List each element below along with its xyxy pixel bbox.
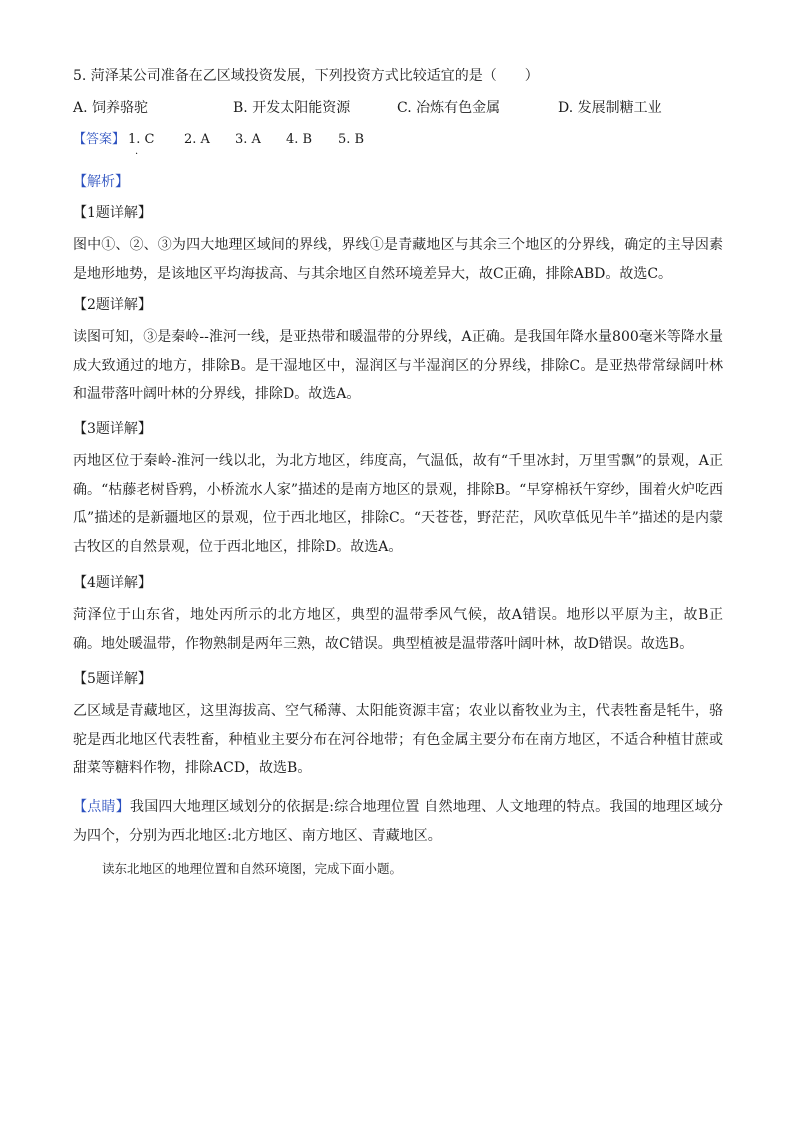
answer-item-4: 4. B — [286, 132, 313, 147]
option-d: D. 发展制糖工业 — [558, 100, 662, 116]
detail-3-text: 丙地区位于秦岭-淮河一线以北，为北方地区，纬度高，气温低，故有“千里冰封，万里雪飘”的景观，A正确。“枯藤老树昏鸦，小桥流水人家”描述的是南方地区的景观，排除B。“早穿棉袄午穿纱，围着火炉吃西瓜”描述的是新疆地区的景观，位于西北地区，排除C。“天苍苍，野茫茫，风吹草低见牛羊”描述的是内蒙古牧区的自然景观，位于西北地区，排除D。故选A。 — [73, 453, 723, 555]
detail-1-text: 图中①、②、③为四大地理区域间的界线，界线①是青藏地区与其余三个地区的分界线，确定的主导因素是地形地势，是该地区平均海拔高、与其余地区自然环境差异大，故C正确，排除ABD。故选C。 — [73, 237, 723, 282]
option-b: B. 开发太阳能资源 — [233, 100, 351, 116]
answer-label: 【答案】 — [73, 132, 126, 147]
detail-5-text: 乙区域是青藏地区，这里海拔高、空气稀薄、太阳能资源丰富；农业以畜牧业为主，代表牲畜是牦牛，骆驼是西北地区代表牲畜，种植业主要分布在河谷地带；有色金属主要分布在南方地区，不适合种植甘蔗或甜菜等糖料作物，排除ACD，故选B。 — [73, 703, 723, 776]
detail-3-label: 【3题详解】 — [73, 421, 152, 437]
answer-item-1: 1. C — [128, 132, 155, 147]
detail-1-label: 【1题详解】 — [73, 205, 152, 221]
tip-label: 【点睛】 — [73, 799, 130, 815]
detail-2-label: 【2题详解】 — [73, 297, 152, 313]
answer-item-3: 3. A — [235, 132, 261, 147]
analysis-label: 【解析】 — [73, 174, 129, 190]
detail-5-label: 【5题详解】 — [73, 671, 152, 687]
tip-paragraph — [73, 793, 723, 850]
answer-item-5: 5. B — [338, 132, 365, 147]
detail-2-text: 读图可知，③是秦岭--淮河一线，是亚热带和暖温带的分界线，A正确。是我国年降水量800毫米等降水量成大致通过的地方，排除B。是干湿地区中，湿润区与半湿润区的分界线，排除C。是亚热带常绿阔叶林和温带落叶阔叶林的分界线，排除D。故选A。 — [73, 329, 723, 402]
answer-item-2: 2. A — [184, 132, 210, 147]
next-question-prompt: 读东北地区的地理位置和自然环境图，完成下面小题。 — [102, 861, 403, 876]
option-c: C. 冶炼有色金属 — [397, 100, 501, 116]
decorative-dot: · — [135, 149, 139, 160]
detail-4-text: 菏泽位于山东省，地处丙所示的北方地区，典型的温带季风气候，故A错误。地形以平原为主，故B正确。地处暖温带，作物熟制是两年三熟，故C错误。典型植被是温带落叶阔叶林，故D错误。故选B。 — [73, 607, 723, 652]
tip-text: 我国四大地理区域划分的依据是:综合地理位置 自然地理、人文地理的特点。我国的地理区域分为四个，分别为西北地区:北方地区、南方地区、青藏地区。 — [73, 799, 724, 844]
question-5-stem: 5. 菏泽某公司准备在乙区域投资发展，下列投资方式比较适宜的是（ ） — [73, 68, 539, 84]
option-a: A. 饲养骆驼 — [73, 100, 149, 116]
detail-4-label: 【4题详解】 — [73, 575, 152, 591]
